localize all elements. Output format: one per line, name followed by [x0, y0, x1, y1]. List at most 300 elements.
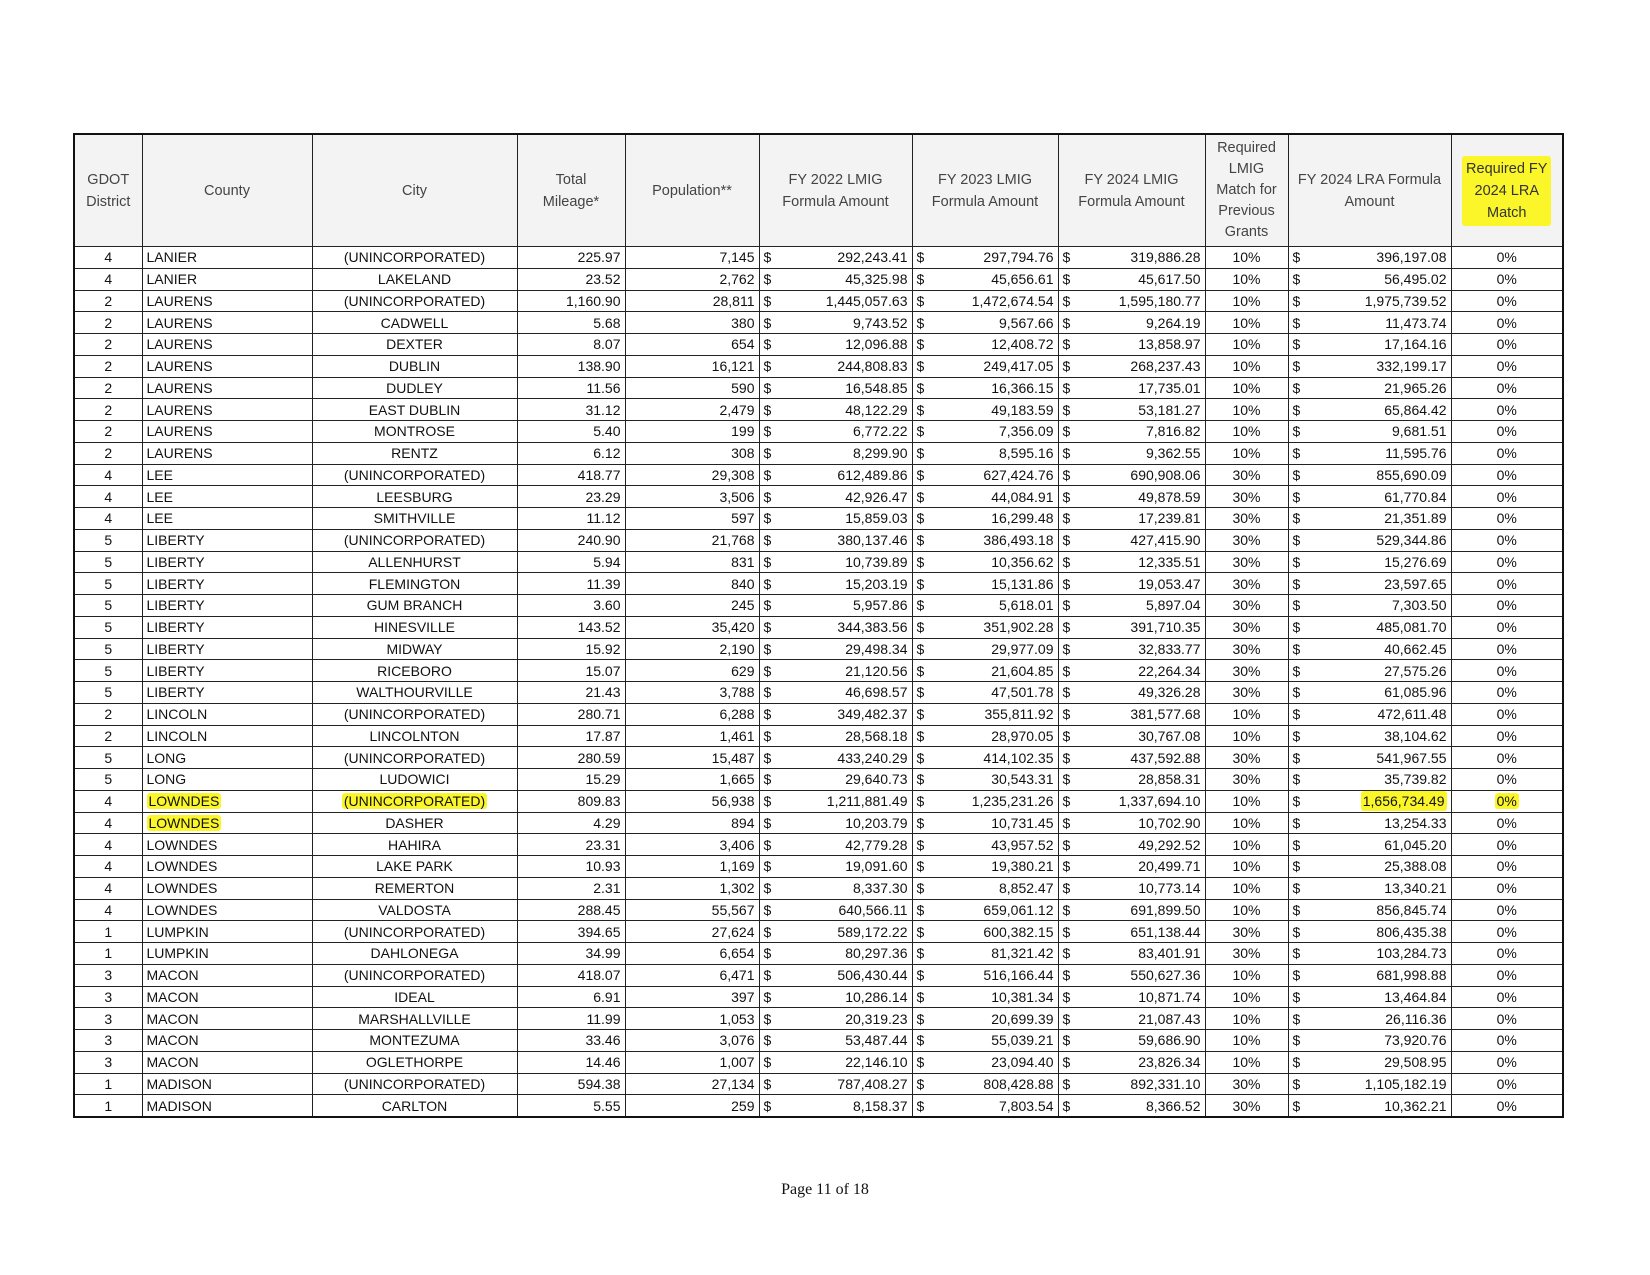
cell-lra-amount: [1288, 638, 1451, 660]
cell-text: 3: [104, 1054, 113, 1071]
cell-lra-match: [1451, 703, 1563, 725]
cell-text: LOWNDES: [146, 901, 218, 918]
cell-lra-match: [1451, 921, 1563, 943]
cell-text: 0%: [1496, 901, 1517, 918]
cell-county: [142, 921, 312, 943]
cell-fy2022: [759, 268, 912, 290]
cell-fy2024: [1058, 377, 1205, 399]
header-text: Mileage*: [542, 193, 600, 210]
cell-district: [74, 703, 142, 725]
cell-population: [625, 551, 759, 573]
cell-text: MACON: [146, 967, 199, 984]
cell-fy2022: [759, 660, 912, 682]
cell-text: 0%: [1496, 706, 1517, 723]
header-city: City: [312, 134, 517, 247]
cell-text: 0%: [1496, 945, 1517, 962]
cell-city: [312, 682, 517, 704]
cell-text: LIBERTY: [146, 597, 205, 614]
cell-county: [142, 573, 312, 595]
amount: 268,237.43: [1130, 358, 1201, 375]
cell-lra-amount: [1288, 747, 1451, 769]
cell-population: [625, 486, 759, 508]
amount: 32,833.77: [1138, 640, 1201, 657]
cell-text: 10%: [1232, 249, 1261, 266]
cell-text: 33.46: [585, 1032, 621, 1049]
cell-text: 4: [104, 880, 113, 897]
cell-fy2024: [1058, 442, 1205, 464]
amount: 5,618.01: [999, 597, 1054, 614]
cell-fy2022: [759, 964, 912, 986]
cell-fy2024: [1058, 529, 1205, 551]
cell-population: [625, 682, 759, 704]
cell-fy2022: [759, 442, 912, 464]
cell-text: 418.07: [577, 967, 621, 984]
amount: 10,203.79: [845, 814, 908, 831]
cell-lra-amount: [1288, 921, 1451, 943]
amount: 485,081.70: [1376, 619, 1447, 636]
cell-fy2024: [1058, 856, 1205, 878]
cell-fy2022: [759, 486, 912, 508]
amount: 46,698.57: [845, 684, 908, 701]
currency-symbol: $: [916, 945, 925, 962]
header-text: Match for: [1216, 182, 1277, 198]
currency-symbol: $: [916, 532, 925, 549]
header-lra-match: [1451, 134, 1563, 247]
currency-symbol: $: [1062, 445, 1071, 462]
cell-lra-amount: [1288, 573, 1451, 595]
amount: 28,970.05: [991, 727, 1054, 744]
cell-city: [312, 1008, 517, 1030]
cell-text: 5.68: [593, 314, 621, 331]
cell-text: 10%: [1232, 423, 1261, 440]
currency-symbol: $: [763, 640, 772, 657]
cell-fy2023: [912, 355, 1058, 377]
cell-district: [74, 442, 142, 464]
cell-fy2023: [912, 1073, 1058, 1095]
cell-lra-amount: [1288, 1073, 1451, 1095]
amount: 22,264.34: [1138, 662, 1201, 679]
cell-fy2022: [759, 899, 912, 921]
amount: 49,292.52: [1138, 836, 1201, 853]
amount: 249,417.05: [983, 358, 1054, 375]
currency-symbol: $: [1292, 988, 1301, 1005]
amount: 681,998.88: [1376, 967, 1447, 984]
cell-text: 4.29: [593, 814, 621, 831]
cell-text: 3: [104, 988, 113, 1005]
cell-text: MADISON: [146, 1097, 212, 1114]
currency-symbol: $: [763, 1075, 772, 1092]
cell-city: [312, 508, 517, 530]
amount: 8,595.16: [999, 445, 1054, 462]
cell-lra-match: [1451, 1095, 1563, 1117]
cell-fy2024: [1058, 812, 1205, 834]
amount: 9,362.55: [1146, 445, 1201, 462]
cell-fy2023: [912, 616, 1058, 638]
table-row: [74, 377, 1563, 399]
cell-population: [625, 508, 759, 530]
cell-text: (UNINCORPORATED): [343, 292, 486, 309]
cell-fy2023: [912, 247, 1058, 269]
currency-symbol: $: [916, 1097, 925, 1114]
cell-text: OGLETHORPE: [365, 1054, 464, 1071]
cell-text: 30%: [1232, 662, 1261, 679]
cell-fy2023: [912, 877, 1058, 899]
amount: 73,920.76: [1384, 1032, 1447, 1049]
currency-symbol: $: [763, 662, 772, 679]
currency-symbol: $: [916, 814, 925, 831]
cell-text: 10%: [1232, 814, 1261, 831]
cell-mileage: [517, 508, 625, 530]
cell-text: LUMPKIN: [146, 945, 209, 962]
cell-text: 0%: [1496, 749, 1517, 766]
cell-text: 2: [104, 379, 113, 396]
currency-symbol: $: [1062, 771, 1071, 788]
currency-symbol: $: [916, 923, 925, 940]
currency-symbol: $: [763, 836, 772, 853]
currency-symbol: $: [1062, 336, 1071, 353]
cell-text: 3: [104, 1010, 113, 1027]
cell-match-previous: [1205, 682, 1288, 704]
cell-mileage: [517, 334, 625, 356]
currency-symbol: $: [1292, 510, 1301, 527]
cell-county: [142, 660, 312, 682]
cell-population: [625, 812, 759, 834]
amount: 21,087.43: [1138, 1010, 1201, 1027]
currency-symbol: $: [763, 314, 772, 331]
cell-district: [74, 508, 142, 530]
cell-text: 0%: [1496, 684, 1517, 701]
cell-text: 240.90: [577, 532, 621, 549]
cell-mileage: [517, 486, 625, 508]
amount: 21,604.85: [991, 662, 1054, 679]
cell-city: [312, 1095, 517, 1117]
header-text: Previous: [1218, 203, 1275, 219]
cell-text: 2: [104, 314, 113, 331]
cell-text: 55,567: [711, 901, 755, 918]
cell-city: [312, 421, 517, 443]
cell-city: [312, 877, 517, 899]
amount: 7,803.54: [999, 1097, 1054, 1114]
amount: 56,495.02: [1384, 271, 1447, 288]
cell-mileage: [517, 355, 625, 377]
cell-lra-amount: [1288, 355, 1451, 377]
header-county: County: [142, 134, 312, 247]
amount: 44,084.91: [991, 488, 1054, 505]
currency-symbol: $: [1292, 1054, 1301, 1071]
cell-match-previous: [1205, 856, 1288, 878]
cell-text: LIBERTY: [146, 662, 205, 679]
amount: 10,773.14: [1138, 880, 1201, 897]
cell-text: 10%: [1232, 880, 1261, 897]
cell-fy2023: [912, 486, 1058, 508]
cell-population: [625, 899, 759, 921]
cell-lra-amount: [1288, 529, 1451, 551]
cell-text: 0%: [1496, 271, 1517, 288]
cell-text: 30%: [1232, 619, 1261, 636]
cell-text: 30%: [1232, 510, 1261, 527]
cell-fy2022: [759, 551, 912, 573]
cell-text: 10%: [1232, 727, 1261, 744]
cell-lra-match: [1451, 247, 1563, 269]
currency-symbol: $: [916, 1032, 925, 1049]
cell-text: LOWNDES: [146, 836, 218, 853]
cell-district: [74, 1008, 142, 1030]
cell-text: 4: [104, 814, 113, 831]
cell-mileage: [517, 986, 625, 1008]
amount: 332,199.17: [1376, 358, 1447, 375]
cell-match-previous: [1205, 442, 1288, 464]
cell-mileage: [517, 529, 625, 551]
amount: 19,053.47: [1138, 575, 1201, 592]
cell-city: [312, 769, 517, 791]
cell-fy2024: [1058, 921, 1205, 943]
cell-population: [625, 856, 759, 878]
cell-text: 4: [104, 858, 113, 875]
amount: 855,690.09: [1376, 466, 1447, 483]
currency-symbol: $: [916, 510, 925, 527]
cell-fy2024: [1058, 790, 1205, 812]
cell-district: [74, 529, 142, 551]
lmig-lra-table: [73, 133, 1564, 1118]
cell-mileage: [517, 725, 625, 747]
cell-text: 21.43: [585, 684, 621, 701]
header-text: FY 2024 LRA Formula: [1297, 171, 1442, 188]
cell-mileage: [517, 312, 625, 334]
cell-district: [74, 573, 142, 595]
cell-fy2023: [912, 573, 1058, 595]
amount: 589,172.22: [837, 923, 908, 940]
cell-text: 1: [104, 923, 113, 940]
cell-text: 28,811: [712, 292, 755, 309]
cell-text: LEE: [146, 510, 173, 527]
cell-text: 10%: [1232, 445, 1261, 462]
cell-text: 56,938: [711, 793, 755, 810]
cell-population: [625, 660, 759, 682]
cell-lra-amount: [1288, 703, 1451, 725]
cell-lra-amount: [1288, 1030, 1451, 1052]
cell-lra-match: [1451, 377, 1563, 399]
amount: 59,686.90: [1138, 1032, 1201, 1049]
cell-text: 0%: [1496, 727, 1517, 744]
cell-city: [312, 355, 517, 377]
cell-fy2024: [1058, 1073, 1205, 1095]
cell-text: 1: [104, 945, 113, 962]
cell-fy2022: [759, 877, 912, 899]
amount: 65,864.42: [1384, 401, 1447, 418]
page-number: Page 11 of 18: [781, 1181, 869, 1198]
cell-text: 10%: [1232, 836, 1261, 853]
amount: 10,702.90: [1138, 814, 1201, 831]
amount: 244,808.83: [837, 358, 908, 375]
cell-city: [312, 573, 517, 595]
amount: 27,575.26: [1384, 662, 1447, 679]
cell-text: 30%: [1232, 553, 1261, 570]
header-mileage: [517, 134, 625, 247]
cell-lra-match: [1451, 1073, 1563, 1095]
cell-text: 0%: [1496, 1032, 1517, 1049]
currency-symbol: $: [916, 314, 925, 331]
currency-symbol: $: [763, 901, 772, 918]
table-row: [74, 1073, 1563, 1095]
amount: 40,662.45: [1384, 640, 1447, 657]
cell-text: 3.60: [593, 597, 621, 614]
amount: 29,977.09: [991, 640, 1054, 657]
cell-lra-match: [1451, 508, 1563, 530]
cell-match-previous: [1205, 334, 1288, 356]
cell-lra-match: [1451, 725, 1563, 747]
cell-lra-amount: [1288, 899, 1451, 921]
cell-population: [625, 943, 759, 965]
cell-mileage: [517, 1008, 625, 1030]
cell-text: 654: [731, 336, 755, 353]
cell-text: 4: [104, 271, 113, 288]
cell-fy2023: [912, 921, 1058, 943]
cell-lra-amount: [1288, 508, 1451, 530]
cell-text: 7,145: [719, 249, 755, 266]
cell-city: [312, 964, 517, 986]
cell-text: 5: [104, 684, 113, 701]
cell-city: [312, 268, 517, 290]
cell-mileage: [517, 1095, 625, 1117]
currency-symbol: $: [1062, 510, 1071, 527]
amount: 9,743.52: [853, 314, 908, 331]
cell-county: [142, 508, 312, 530]
cell-lra-match: [1451, 312, 1563, 334]
currency-symbol: $: [1292, 249, 1301, 266]
cell-mileage: [517, 682, 625, 704]
cell-city: [312, 377, 517, 399]
cell-fy2022: [759, 399, 912, 421]
currency-symbol: $: [763, 510, 772, 527]
cell-text: LINCOLN: [146, 706, 208, 723]
header-text: Formula Amount: [782, 193, 889, 210]
cell-fy2022: [759, 616, 912, 638]
cell-text: 2: [104, 727, 113, 744]
cell-text: 0%: [1496, 988, 1517, 1005]
cell-text: 15.29: [585, 771, 621, 788]
cell-district: [74, 595, 142, 617]
currency-symbol: $: [763, 793, 772, 810]
cell-lra-match: [1451, 464, 1563, 486]
table-body: [74, 247, 1563, 1118]
cell-text: 15.07: [585, 662, 621, 679]
cell-county: [142, 1051, 312, 1073]
cell-match-previous: [1205, 725, 1288, 747]
cell-match-previous: [1205, 486, 1288, 508]
cell-text: RENTZ: [391, 445, 438, 462]
cell-lra-match: [1451, 943, 1563, 965]
cell-text: 10%: [1232, 1054, 1261, 1071]
currency-symbol: $: [1292, 814, 1301, 831]
currency-symbol: $: [763, 532, 772, 549]
cell-text: 10%: [1232, 901, 1261, 918]
table-row: [74, 703, 1563, 725]
cell-text: 629: [731, 662, 755, 679]
cell-text: 1,053: [719, 1010, 755, 1027]
cell-text: MADISON: [146, 1075, 212, 1092]
amount: 15,131.86: [991, 575, 1054, 592]
cell-text: 840: [731, 575, 755, 592]
cell-text: 1,169: [719, 858, 755, 875]
cell-fy2024: [1058, 834, 1205, 856]
cell-lra-amount: [1288, 464, 1451, 486]
cell-population: [625, 1008, 759, 1030]
amount: 29,498.34: [845, 640, 908, 657]
cell-match-previous: [1205, 899, 1288, 921]
cell-match-previous: [1205, 877, 1288, 899]
cell-lra-amount: [1288, 421, 1451, 443]
cell-text: 397: [731, 988, 755, 1005]
cell-fy2024: [1058, 247, 1205, 269]
cell-district: [74, 486, 142, 508]
header-text: Match: [1487, 204, 1527, 221]
amount: 8,158.37: [853, 1097, 908, 1114]
amount: 26,116.36: [1385, 1010, 1447, 1027]
amount: 28,858.31: [1138, 771, 1201, 788]
currency-symbol: $: [916, 836, 925, 853]
cell-text: 8.07: [593, 336, 621, 353]
cell-text: 1,461: [719, 727, 755, 744]
currency-symbol: $: [916, 1054, 925, 1071]
cell-county: [142, 703, 312, 725]
cell-lra-match: [1451, 769, 1563, 791]
cell-district: [74, 964, 142, 986]
cell-district: [74, 899, 142, 921]
header-text: Grants: [1224, 224, 1269, 240]
cell-text: 0%: [1496, 466, 1517, 483]
currency-symbol: $: [1062, 292, 1071, 309]
currency-symbol: $: [1292, 445, 1301, 462]
table-row: [74, 834, 1563, 856]
table-row: [74, 1030, 1563, 1052]
currency-symbol: $: [1292, 967, 1301, 984]
cell-fy2022: [759, 1051, 912, 1073]
cell-fy2024: [1058, 943, 1205, 965]
cell-text: 10%: [1232, 379, 1261, 396]
cell-fy2024: [1058, 725, 1205, 747]
cell-text: LONG: [146, 749, 187, 766]
cell-fy2023: [912, 464, 1058, 486]
amount: 380,137.46: [837, 532, 908, 549]
cell-text: 29,308: [711, 466, 755, 483]
cell-text: 1,007: [719, 1054, 755, 1071]
cell-county: [142, 464, 312, 486]
cell-text: LOWNDES: [148, 814, 220, 831]
cell-district: [74, 834, 142, 856]
cell-match-previous: [1205, 921, 1288, 943]
table-row: [74, 856, 1563, 878]
cell-fy2022: [759, 1030, 912, 1052]
currency-symbol: $: [1292, 1032, 1301, 1049]
currency-symbol: $: [1292, 684, 1301, 701]
table-row: [74, 790, 1563, 812]
cell-text: 0%: [1496, 445, 1517, 462]
amount: 19,091.60: [845, 858, 908, 875]
currency-symbol: $: [1292, 619, 1301, 636]
currency-symbol: $: [1292, 880, 1301, 897]
cell-lra-match: [1451, 290, 1563, 312]
cell-text: 0%: [1496, 836, 1517, 853]
cell-text: LUDOWICI: [379, 771, 450, 788]
currency-symbol: $: [1062, 532, 1071, 549]
currency-symbol: $: [763, 1054, 772, 1071]
cell-text: 0%: [1496, 575, 1517, 592]
cell-lra-match: [1451, 790, 1563, 812]
cell-text: 2: [104, 445, 113, 462]
cell-city: [312, 943, 517, 965]
cell-district: [74, 725, 142, 747]
currency-symbol: $: [1062, 249, 1071, 266]
